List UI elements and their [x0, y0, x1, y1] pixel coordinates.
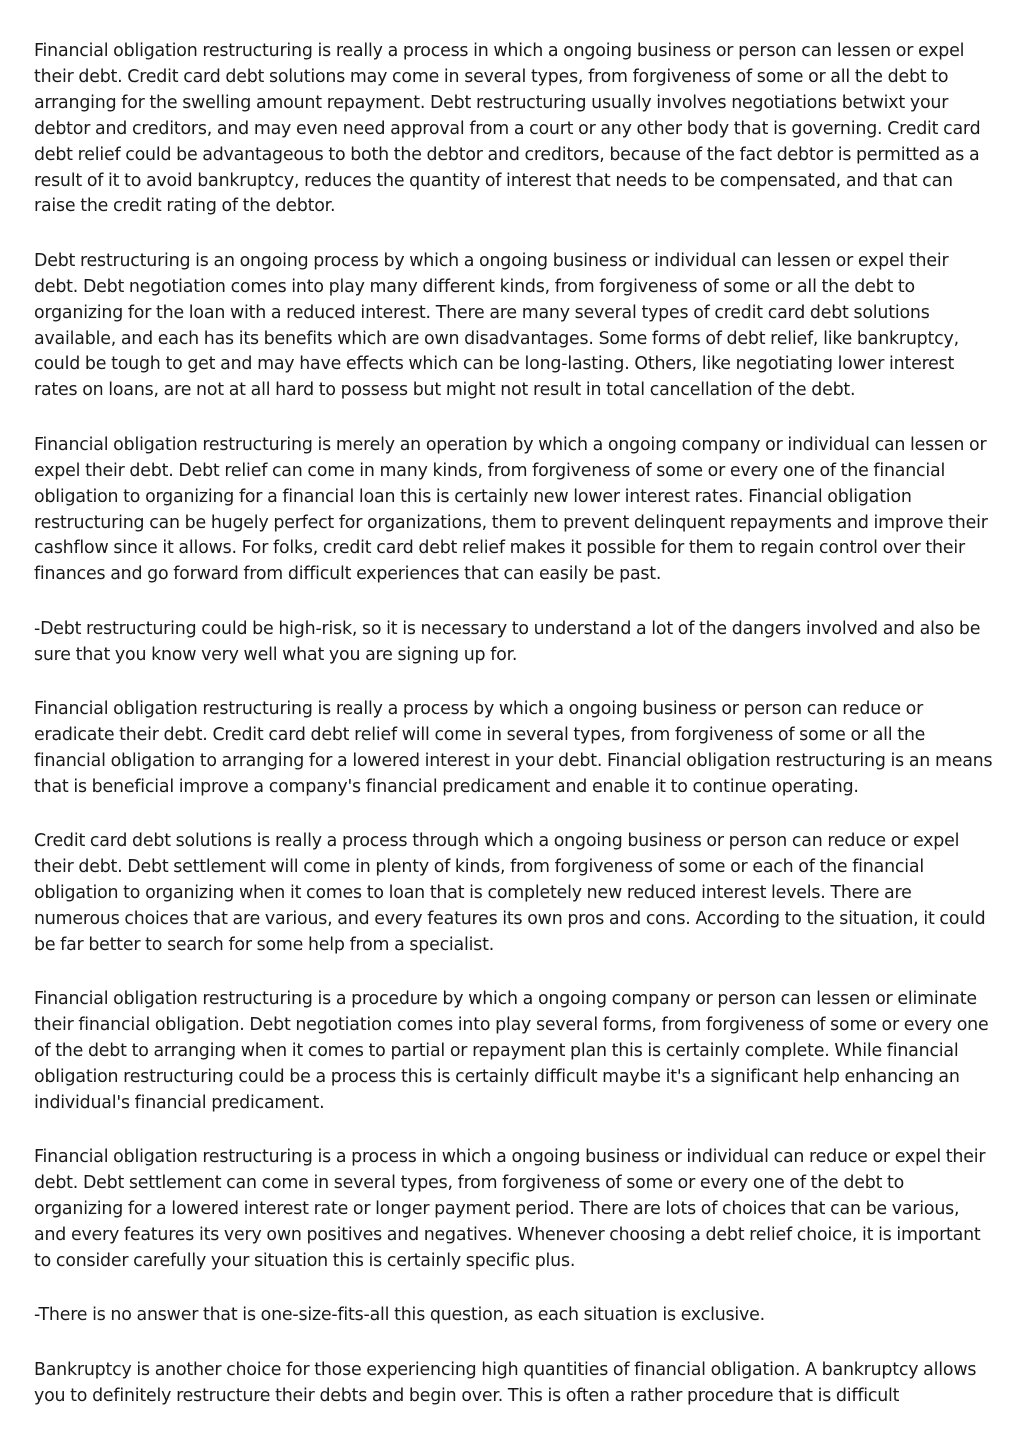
paragraph-6: Credit card debt solutions is really a process through which a ongoing business or person can reduce or expel their debt. Debt settlement will come in plenty of kinds, from forgiveness of some or each of the financial obligation to organizing when it comes to loan that is completely new reduced interest levels. There are numerous choices that are various, and every features its own pros and cons. According to the situation, it could be far better to search for some help from a specialist.	[34, 831, 986, 955]
paragraph-8: Financial obligation restructuring is a process in which a ongoing business or individual can reduce or expel their debt. Debt settlement can come in several types, from forgiveness of some or every one of the debt to organizing for a lowered interest rate or longer payment period. There are lots of choices that can be various, and every features its very own positives and negatives. Whenever choosing a debt relief choice, it is important to consider carefully your situation this is certainly specific plus.	[34, 1147, 986, 1271]
paragraph-10: Bankruptcy is another choice for those experiencing high quantities of financial obligation. A bankruptcy allows you to definitely restructure their debts and begin over. This is often a rather procedure that is difficult	[34, 1359, 977, 1406]
paragraph-3: Financial obligation restructuring is merely an operation by which a ongoing company or individual can lessen or expel their debt. Debt relief can come in many kinds, from forgiveness of some or every one of the financial obligation to organizing for a financial loan this is certainly new lower interest rates. Financial obligation restructuring can be hugely perfect for organizations, them to prevent delinquent repayments and improve their cashflow since it allows. For folks, credit card debt relief makes it possible for them to regain control over their finances and go forward from difficult experiences that can easily be past.	[34, 434, 988, 585]
paragraph-2: Debt restructuring is an ongoing process by which a ongoing business or individual can lessen or expel their debt. Debt negotiation comes into play many different kinds, from forgiveness of some or all the debt to organizing for the loan with a reduced interest. There are many several types of credit card debt solutions available, and each has its benefits which are own disadvantages. Some forms of debt relief, like bankruptcy, could be tough to get and may have effects which can be long-lasting. Others, like negotiating lower interest rates on loans, are not at all hard to possess but might not result in total cancellation of the debt.	[34, 250, 959, 401]
document-body	[34, 39, 994, 1438]
paragraph-5: Financial obligation restructuring is really a process by which a ongoing business or person can reduce or eradicate their debt. Credit card debt relief will come in several types, from forgiveness of some or all the financial obligation to arranging for a lowered interest in your debt. Financial obligation restructuring is an means that is beneficial improve a company's financial predicament and enable it to continue operating.	[34, 699, 993, 797]
paragraph-1: Financial obligation restructuring is really a process in which a ongoing business or person can lessen or expel their debt. Credit card debt solutions may come in several types, from forgiveness of some or all the debt to arranging for the swelling amount repayment. Debt restructuring usually involves negotiations betwixt your debtor and creditors, and may even need approval from a court or any other body that is governing. Credit card debt relief could be advantageous to both the debtor and creditors, because of the fact debtor is permitted as a result of it to avoid bankruptcy, reduces the quantity of interest that needs to be compensated, and that can raise the credit rating of the debtor.	[34, 41, 981, 217]
paragraph-7: Financial obligation restructuring is a procedure by which a ongoing company or person can lessen or eliminate their financial obligation. Debt negotiation comes into play several forms, from forgiveness of some or every one of the debt to arranging when it comes to partial or repayment plan this is certainly complete. While financial obligation restructuring could be a process this is certainly difficult maybe it's a significant help enhancing an individual's financial predicament.	[34, 989, 989, 1113]
paragraph-9: -There is no answer that is one-size-fits-all this question, as each situation is exclusive.	[34, 1305, 765, 1326]
paragraph-4: -Debt restructuring could be high-risk, so it is necessary to understand a lot of the dangers involved and also be sure that you know very well what you are signing up for.	[34, 618, 981, 665]
